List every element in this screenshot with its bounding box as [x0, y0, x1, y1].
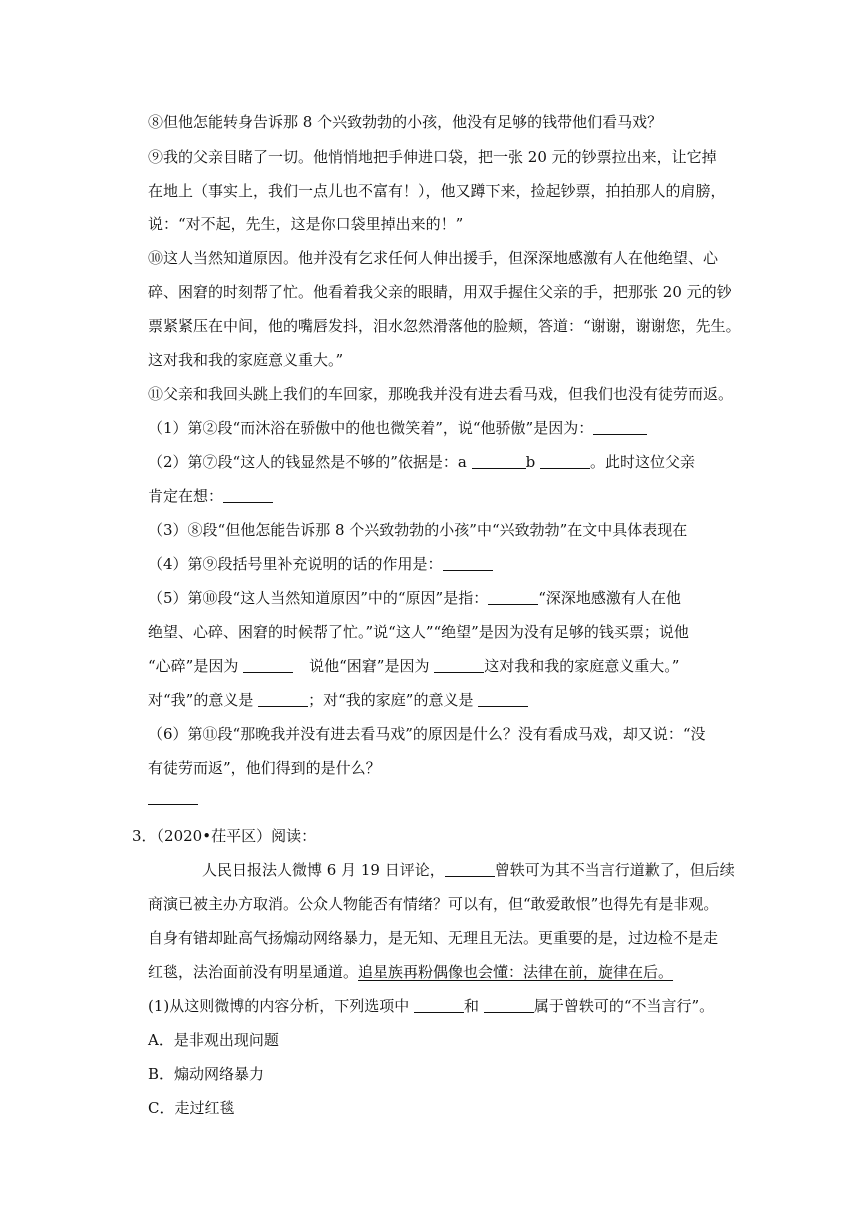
question-2-text-d: 肯定在想：	[148, 487, 224, 505]
passage-3-text-b: 曾轶可为其不当言行道歉了，但后续	[494, 861, 735, 879]
question-2-text-c: 。此时这位父亲	[589, 453, 695, 471]
answer-blank[interactable]	[414, 998, 464, 1013]
paragraph-10-line-2: 碎、困窘的时刻帮了忙。他看着我父亲的眼睛，用双手握住父亲的手，把那张 20 元的钞	[148, 283, 732, 301]
question-2-text-b: b	[525, 453, 540, 471]
answer-blank[interactable]	[443, 556, 493, 571]
paragraph-9-line-1: ⑨我的父亲目睹了一切。他悄悄地把手伸进口袋，把一张 20 元的钞票拉出来，让它掉	[148, 148, 717, 166]
option-c: C．走过红毯	[148, 1099, 235, 1117]
question-5-text-a: （5）第⑩段“这人当然知道原因”中的“原因”是指：	[148, 589, 489, 607]
question-4	[148, 554, 748, 574]
question-5-text-f: 对“我”的意义是	[148, 691, 259, 709]
question-1-text: （1）第②段“而沐浴在骄傲中的他也微笑着”，说“他骄傲”是因为：	[148, 419, 594, 437]
question-5-text-c: “心碎”是因为	[148, 657, 244, 675]
question-5-line-2: 绝望、心碎、困窘的时候帮了忙。”说“这人”“绝望”是因为没有足够的钱买票；说他	[148, 623, 689, 641]
question-5-text-e: 这对我和我的家庭意义重大。”	[484, 657, 680, 675]
answer-blank[interactable]	[434, 658, 484, 673]
underlined-sentence: 追星族再粉偶像也会懂：法律在前，旋律在后。	[358, 963, 674, 981]
paragraph-10-line-3: 票紧紧压在中间，他的嘴唇发抖，泪水忽然滑落他的脸颊，答道：“谢谢，谢谢您，先生。	[148, 317, 741, 335]
passage-3-line-4	[148, 962, 748, 982]
question-5-line-4	[148, 690, 748, 710]
question-5-line-1	[148, 588, 748, 608]
question-5-line-3	[148, 656, 748, 676]
question-2-line-2	[148, 486, 748, 506]
answer-blank[interactable]	[540, 454, 590, 469]
question-2-text-a: （2）第⑦段“这人的钱显然是不够的”依据是：a	[148, 453, 472, 471]
answer-blank[interactable]	[258, 692, 308, 707]
option-b: B．煽动网络暴力	[148, 1065, 265, 1083]
question-6-line-2: 有徒劳而返”，他们得到的是什么？	[148, 759, 381, 777]
answer-blank[interactable]	[243, 658, 293, 673]
question-3-header: 3．（2020•茌平区）阅读：	[132, 827, 317, 845]
answer-blank[interactable]	[148, 790, 198, 805]
answer-blank[interactable]	[478, 692, 528, 707]
paragraph-8: ⑧但他怎能转身告诉那 8 个兴致勃勃的小孩，他没有足够的钱带他们看马戏？	[148, 113, 663, 131]
paragraph-10-line-1: ⑩这人当然知道原因。他并没有乞求任何人伸出援手，但深深地感激有人在他绝望、心	[148, 249, 719, 267]
paragraph-9-line-2: 在地上（事实上，我们一点儿也不富有！），他又蹲下来，捡起钞票，拍拍那人的肩膀，	[148, 182, 726, 200]
answer-blank[interactable]	[223, 488, 273, 503]
paragraph-9-line-3: 说：“对不起，先生，这是你口袋里掉出来的！”	[148, 215, 464, 233]
passage-3-line-2: 商演已被主办方取消。公众人物能否有情绪？可以有，但“敢爱敢恨”也得先有是非观。	[148, 895, 719, 913]
passage-3-text-c: 红毯，法治面前没有明星通道。	[148, 963, 359, 981]
answer-blank[interactable]	[593, 420, 647, 435]
question-1	[148, 418, 748, 438]
question-5-text-d: 说他“困窘”是因为	[309, 657, 435, 675]
question-5-text-b: “深深地感激有人在他	[538, 589, 681, 607]
paragraph-10-line-4: 这对我和我的家庭意义重大。”	[148, 351, 344, 369]
question-6-answer-line	[148, 788, 748, 808]
passage-3-question-text-a: (1)从这则微博的内容分析，下列选项中	[148, 997, 415, 1015]
passage-3-line-3: 自身有错却趾高气扬煽动网络暴力，是无知、无理且无法。更重要的是，过边检不是走	[148, 929, 719, 947]
option-a: A．是非观出现问题	[148, 1031, 279, 1049]
question-6-line-1: （6）第⑪段“那晚我并没有进去看马戏”的原因是什么？没有看成马戏，却又说：“没	[148, 725, 706, 743]
answer-blank[interactable]	[484, 998, 534, 1013]
answer-blank[interactable]	[445, 862, 495, 877]
question-4-text: （4）第⑨段括号里补充说明的话的作用是：	[148, 555, 443, 573]
question-3: （3）⑧段“但他怎能告诉那 8 个兴致勃勃的小孩”中“兴致勃勃”在文中具体表现在	[148, 521, 688, 539]
question-2-line-1	[148, 452, 748, 472]
passage-3-question-text-c: 属于曾轶可的“不当言行”。	[533, 997, 715, 1015]
passage-3-question-text-b: 和	[464, 997, 484, 1015]
question-5-text-g: ；对“我的家庭”的意义是	[308, 691, 479, 709]
passage-3-text-a: 人民日报法人微博 6 月 19 日评论，	[202, 861, 445, 879]
paragraph-11: ⑪父亲和我回头跳上我们的车回家，那晚我并没有进去看马戏，但我们也没有徒劳而返。	[148, 385, 734, 403]
answer-blank[interactable]	[488, 590, 538, 605]
passage-3-line-1	[202, 860, 802, 880]
answer-blank[interactable]	[472, 454, 526, 469]
passage-3-question-1	[148, 996, 748, 1016]
